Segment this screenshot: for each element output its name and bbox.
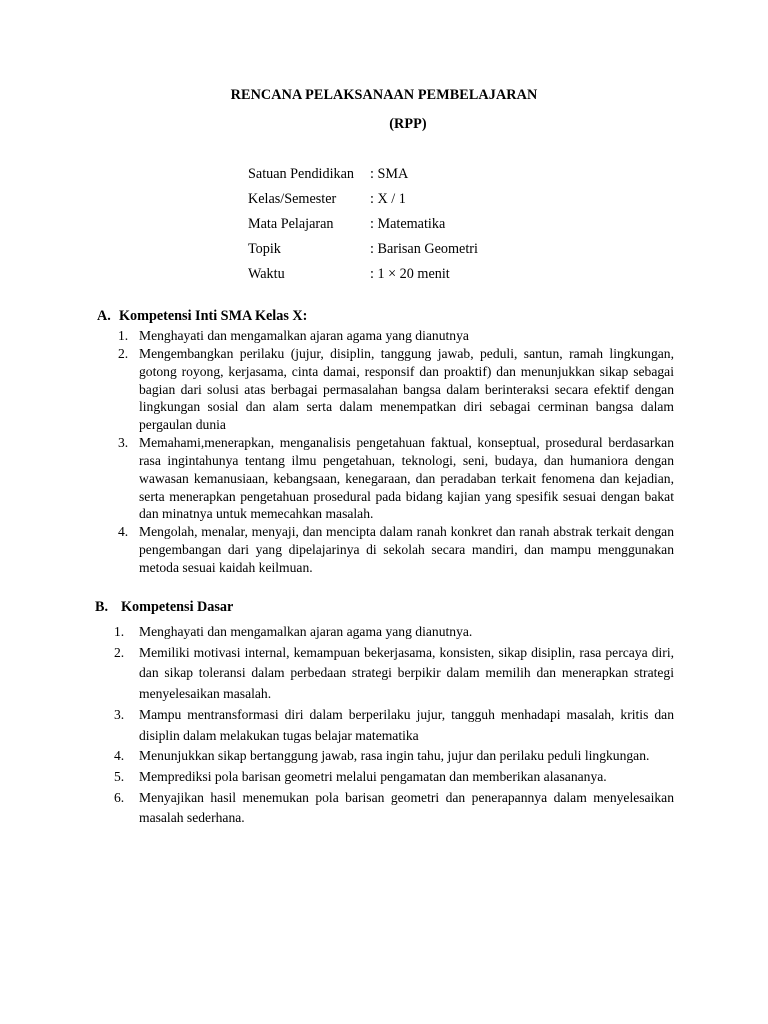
item-number: 4. — [114, 748, 125, 764]
list-item — [118, 523, 674, 577]
item-text: Menghayati dan mengamalkan ajaran agama yang dianutnya — [139, 328, 469, 343]
item-number: 3. — [118, 435, 129, 451]
identity-value: : Barisan Geometri — [370, 241, 478, 257]
section-b-title: Kompetensi Dasar — [121, 599, 234, 615]
list-item — [118, 327, 674, 345]
document-title: RENCANA PELAKSANAAN PEMBELAJARAN — [230, 87, 538, 103]
item-text: Mengolah, menalar, menyaji, dan mencipta dalam ranah konkret dan ranah abstrak terkait dengan pengembangan dari yang dipelajarinya di sekolah secara mandiri, dan mampu menggunakan metoda sesuai kaidah keilmuan. — [139, 524, 674, 575]
item-number: 5. — [114, 768, 125, 784]
item-text: Menunjukkan sikap bertanggung jawab, rasa ingin tahu, jujur dan perilaku peduli lingkungan. — [139, 748, 650, 764]
identity-value: : Matematika — [370, 216, 446, 232]
list-item — [114, 767, 674, 788]
item-text: Menyajikan hasil menemukan pola barisan geometri dan penerapannya dalam menyelesaikan masalah sederhana. — [139, 789, 674, 826]
list-item — [114, 705, 674, 746]
core-competency-list — [118, 327, 674, 577]
identity-label: Waktu — [248, 266, 285, 282]
section-b-letter: B. — [95, 599, 109, 615]
section-a-title: Kompetensi Inti SMA Kelas X: — [119, 308, 308, 324]
basic-competency-list — [114, 622, 674, 829]
item-number: 3. — [114, 706, 125, 722]
list-item — [118, 345, 674, 434]
item-number: 4. — [118, 524, 129, 540]
item-text: Memahami,menerapkan, menganalisis pengetahuan faktual, konseptual, prosedural berdasarkan rasa ingintahunya tentang ilmu pengetahuan, teknologi, seni, budaya, dan humaniora dengan wawasan kemanusiaan, kebangsaan, kenegaraan, dan peradaban terkait fenomena dan kejadian, serta menerapkan pengetahuan prosedural pada bidang kajian yang spesifik sesuai dengan bakat dan minatnya untuk memecahkan masalah. — [139, 435, 674, 522]
item-number: 1. — [114, 624, 125, 639]
list-item — [118, 434, 674, 523]
list-item — [114, 643, 674, 705]
identity-value: : X / 1 — [370, 191, 406, 207]
item-text: Mengembangkan perilaku (jujur, disiplin, tanggung jawab, peduli, santun, ramah lingkungan, gotong royong, kerjasama, cinta damai, responsif dan proaktif) dan menunjukkan sikap sebagai bagian dari solusi atas berbagai permasalahan bangsa dalam berinteraksi secara efektif dengan lingkungan sosial dan alam serta dalam menempatkan diri sebagai cerminan bangsa dalam pergaulan dunia — [139, 345, 674, 433]
identity-label: Mata Pelajaran — [248, 216, 334, 232]
identity-label: Kelas/Semester — [248, 191, 337, 207]
identity-label: Satuan Pendidikan — [248, 166, 354, 182]
section-b-heading — [95, 599, 233, 616]
item-number: 2. — [118, 345, 129, 361]
document-subtitle: (RPP) — [389, 116, 427, 132]
item-number: 6. — [114, 789, 125, 805]
item-text: Memiliki motivasi internal, kemampuan bekerjasama, konsisten, sikap disiplin, rasa percaya diri, dan sikap toleransi dalam perbedaan strategi berpikir dalam memilih dan menerapkan strategi menyelesaikan masalah. — [139, 644, 674, 702]
item-text: Mampu mentransformasi diri dalam berperilaku jujur, tangguh menhadapi masalah, kritis dan disiplin dalam melakukan tugas belajar matematika — [139, 706, 674, 743]
item-number: 1. — [118, 328, 129, 343]
identity-value: : 1 × 20 menit — [370, 266, 450, 282]
item-text: Memprediksi pola barisan geometri melalui pengamatan dan memberikan alasananya. — [139, 768, 607, 784]
item-text: Menghayati dan mengamalkan ajaran agama yang dianutnya. — [139, 624, 473, 639]
section-a-letter: A. — [97, 308, 111, 324]
identity-value: : SMA — [370, 166, 409, 182]
section-a-heading — [97, 308, 307, 325]
list-item — [114, 746, 674, 767]
list-item — [114, 788, 674, 829]
list-item — [114, 622, 674, 643]
identity-label: Topik — [248, 241, 281, 257]
item-number: 2. — [114, 644, 125, 660]
